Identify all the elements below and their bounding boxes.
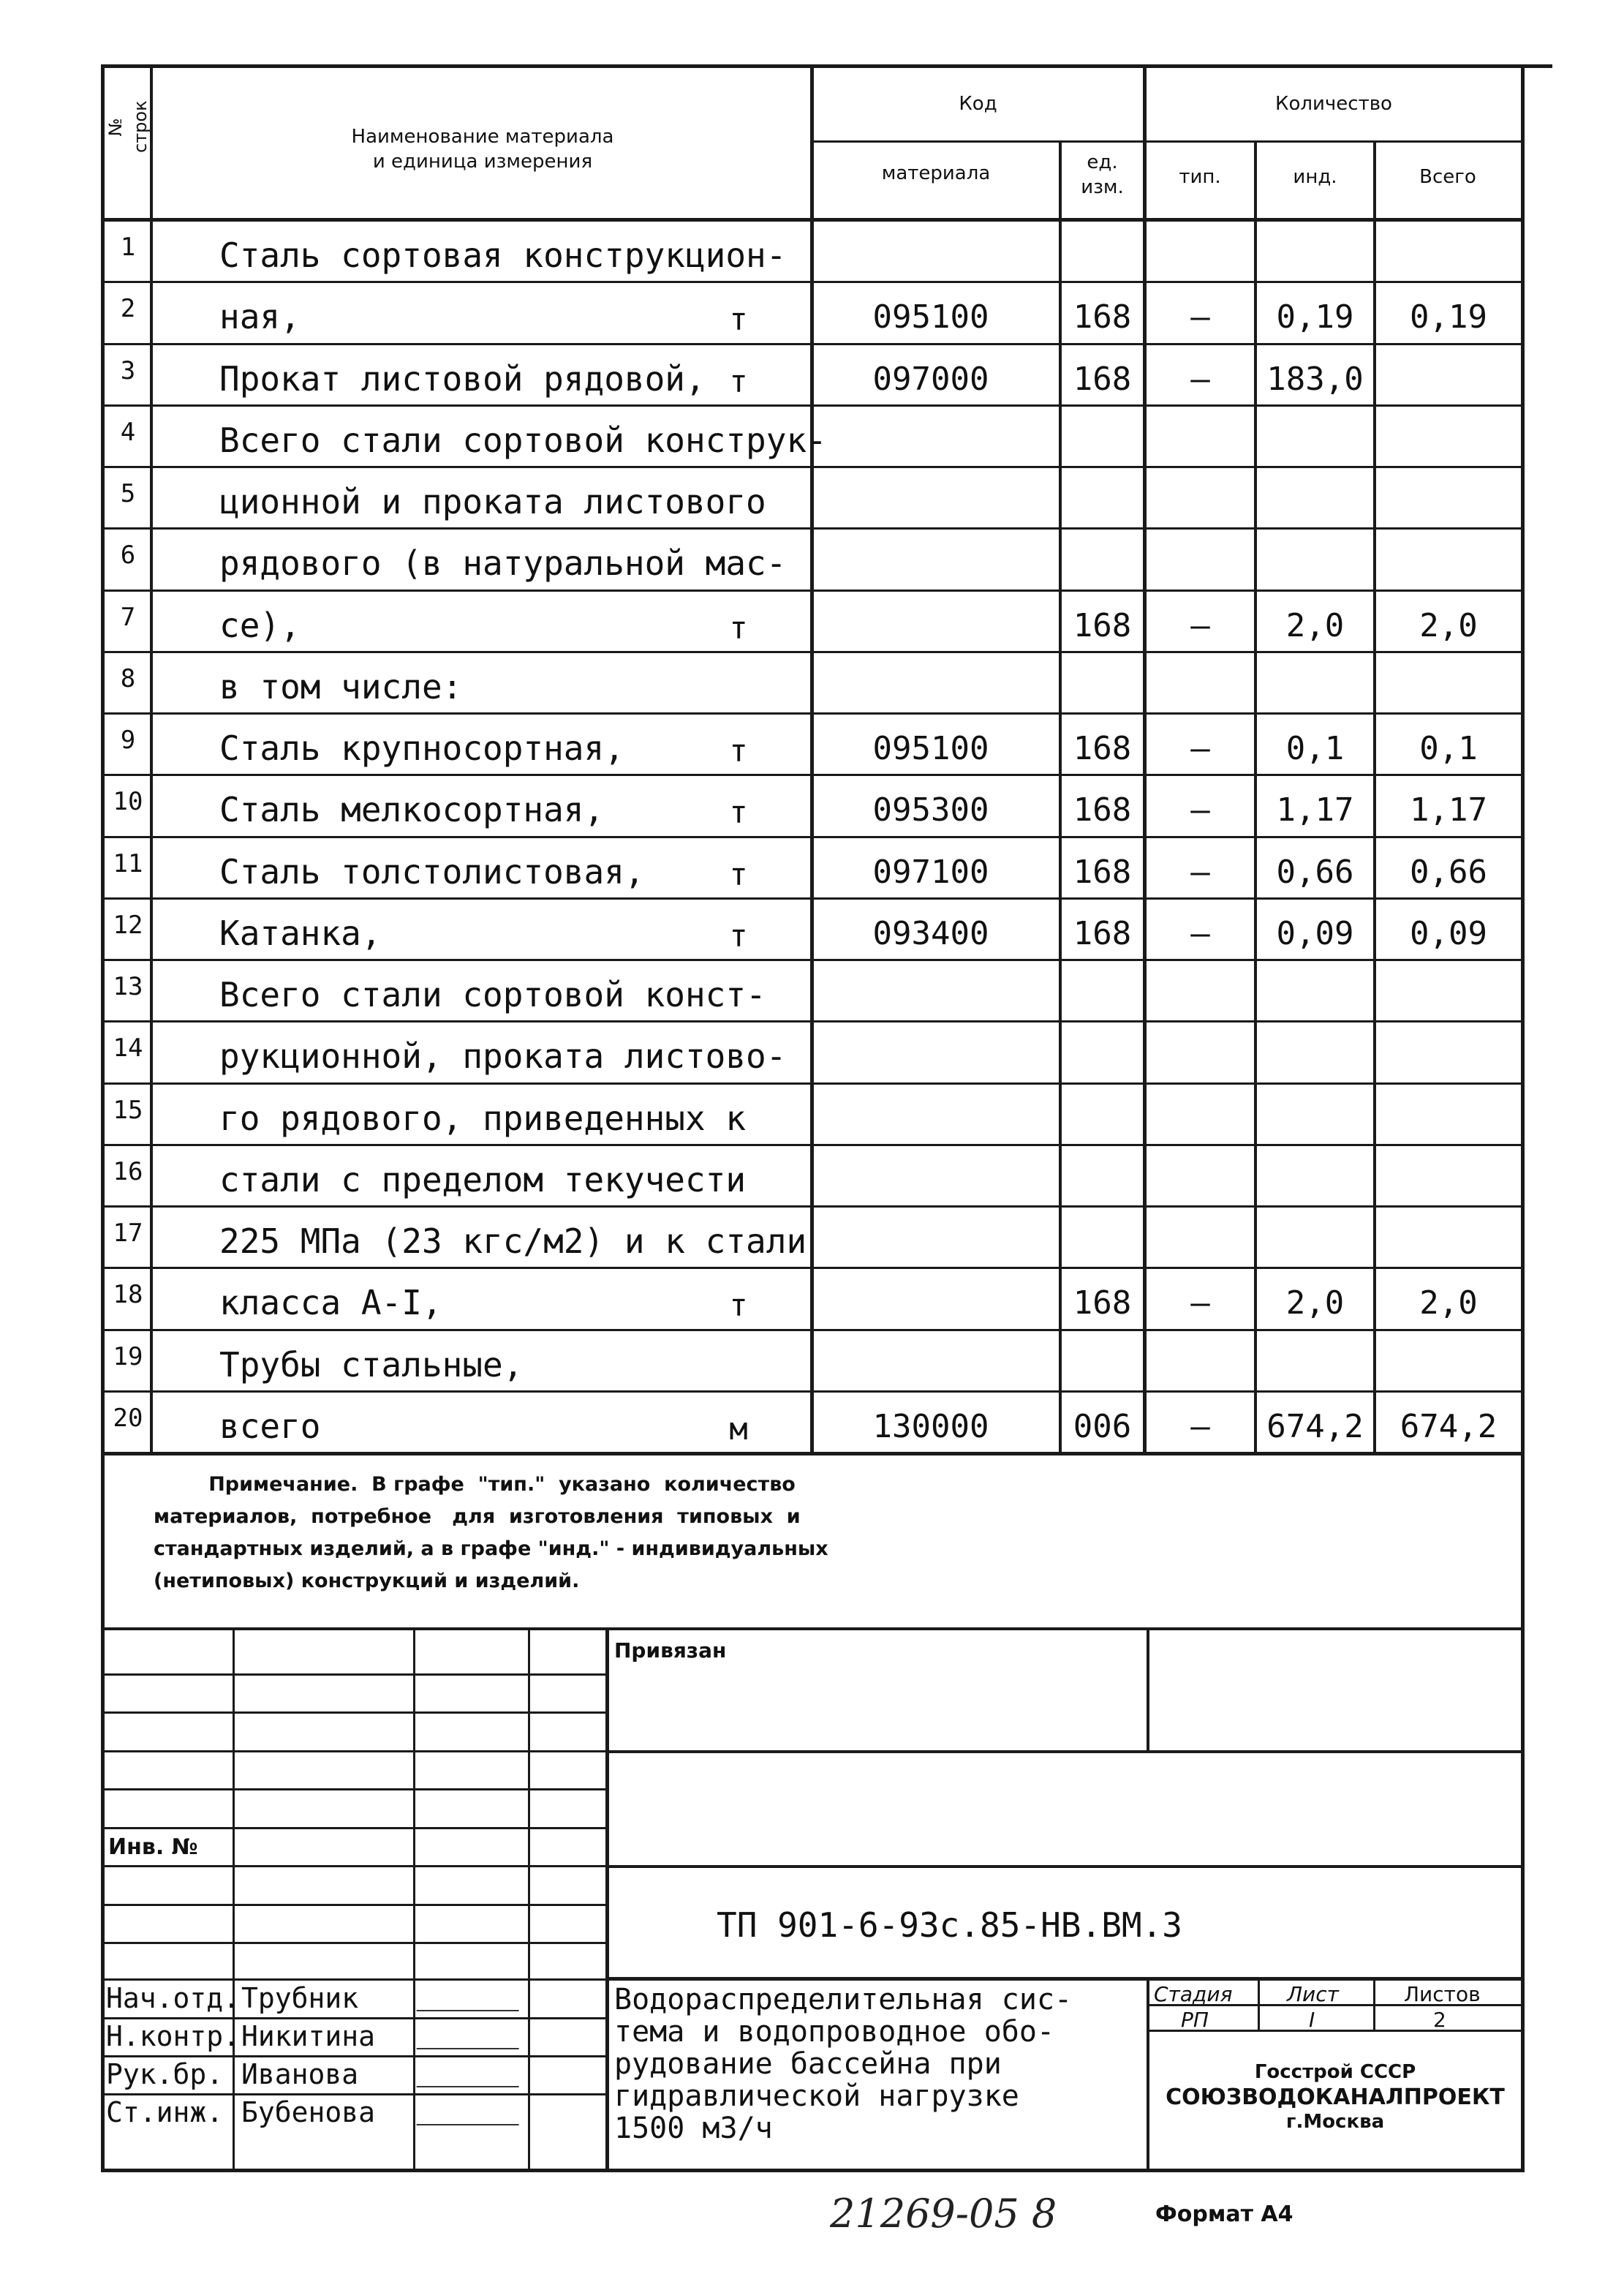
unit: т bbox=[729, 733, 748, 769]
material-name: Сталь мелкосортная, bbox=[219, 790, 605, 830]
qty-typ: – bbox=[1190, 1284, 1210, 1322]
signature-scribble bbox=[416, 2095, 526, 2125]
unit-code: 168 bbox=[1073, 298, 1132, 336]
sheets-value: 2 bbox=[1433, 2008, 1446, 2032]
material-code: 093400 bbox=[872, 914, 989, 952]
material-name: всего bbox=[219, 1406, 321, 1446]
unit-code: 168 bbox=[1073, 914, 1132, 952]
unit: т bbox=[729, 363, 748, 399]
material-name: в том числе: bbox=[219, 666, 463, 707]
qty-typ: – bbox=[1190, 1407, 1210, 1445]
row-separator bbox=[102, 836, 1525, 838]
row-separator bbox=[102, 1144, 1525, 1146]
qty-total: 1,17 bbox=[1410, 791, 1487, 829]
header-name: Наименование материала и единица измерения bbox=[351, 126, 614, 173]
row-number: 9 bbox=[120, 726, 136, 755]
privyazan-label: Привязан bbox=[614, 1638, 727, 1662]
row-separator bbox=[102, 590, 1525, 592]
material-code: 095100 bbox=[872, 730, 989, 767]
row-number: 4 bbox=[120, 417, 136, 447]
qty-total: 0,09 bbox=[1410, 914, 1487, 952]
note-line: Примечание. В графе "тип." указано количество bbox=[154, 1473, 796, 1496]
person-name: Иванова bbox=[241, 2058, 359, 2090]
inv-no-label: Инв. № bbox=[108, 1834, 198, 1860]
row-separator bbox=[102, 1267, 1525, 1269]
qty-ind: 183,0 bbox=[1266, 360, 1364, 398]
material-name: Сталь сортовая конструкцион- bbox=[219, 236, 787, 275]
qty-total: 674,2 bbox=[1400, 1407, 1498, 1445]
row-number: 12 bbox=[113, 910, 143, 940]
qty-ind: 1,17 bbox=[1276, 791, 1354, 829]
material-name: 225 МПа (23 кгс/м2) и к стали bbox=[219, 1221, 807, 1261]
signature-scribble bbox=[416, 2057, 526, 2087]
unit: т bbox=[729, 794, 748, 831]
row-number: 19 bbox=[113, 1341, 143, 1371]
sheets-label: Листов bbox=[1404, 1982, 1481, 2006]
qty-typ: – bbox=[1190, 360, 1210, 398]
row-number: 1 bbox=[120, 233, 136, 262]
person-name: Никитина bbox=[241, 2020, 376, 2052]
role: Н.контр. bbox=[106, 2020, 241, 2052]
format-label: Формат А4 bbox=[1155, 2202, 1293, 2227]
row-number: 7 bbox=[120, 602, 136, 632]
document-title: Водораспределительная сис- тема и водопроводное обо- рудование бассейна при гидравлической нагрузке 1500 м3/ч bbox=[614, 1983, 1073, 2145]
material-name: Всего стали сортовой конструк- bbox=[219, 420, 827, 460]
qty-total: 2,0 bbox=[1419, 606, 1478, 644]
row-number: 10 bbox=[113, 787, 143, 817]
material-name: класса А-I, bbox=[219, 1283, 442, 1323]
row-number: 11 bbox=[113, 848, 143, 878]
qty-total: 2,0 bbox=[1419, 1284, 1478, 1322]
stage-label: Стадия bbox=[1154, 1982, 1233, 2006]
material-code: 130000 bbox=[872, 1407, 989, 1445]
unit: т bbox=[729, 917, 748, 954]
unit-code: 168 bbox=[1073, 853, 1132, 891]
org-line-3: г.Москва bbox=[1285, 2111, 1385, 2133]
unit-code: 168 bbox=[1073, 360, 1132, 398]
qty-ind: 0,66 bbox=[1276, 853, 1354, 891]
row-number: 15 bbox=[113, 1095, 143, 1125]
qty-typ: – bbox=[1190, 298, 1210, 336]
header-unit-code: ед. изм. bbox=[1081, 151, 1124, 198]
person-name: Трубник bbox=[241, 1982, 359, 2014]
unit: т bbox=[729, 301, 748, 338]
document-code: ТП 901-6-93с.85-НВ.ВМ.3 bbox=[717, 1905, 1182, 1945]
qty-typ: – bbox=[1190, 606, 1210, 644]
row-number: 14 bbox=[113, 1033, 143, 1063]
row-separator bbox=[102, 281, 1525, 283]
material-name: Трубы стальные, bbox=[219, 1344, 524, 1385]
row-number: 2 bbox=[120, 294, 136, 324]
row-number: 6 bbox=[120, 541, 136, 570]
qty-typ: – bbox=[1190, 914, 1210, 952]
qty-typ: – bbox=[1190, 730, 1210, 767]
material-name: рукционной, проката листово- bbox=[219, 1036, 787, 1077]
unit: м bbox=[729, 1410, 748, 1447]
sheet-value: I bbox=[1309, 2008, 1315, 2032]
material-code: 095100 bbox=[872, 298, 989, 336]
row-number: 5 bbox=[120, 479, 136, 508]
sheet-label: Лист bbox=[1287, 1982, 1339, 2006]
material-name: Сталь крупносортная, bbox=[219, 728, 624, 768]
stage-value: РП bbox=[1181, 2008, 1209, 2032]
material-name: Прокат листовой рядовой, bbox=[219, 358, 706, 399]
role: Нач.отд. bbox=[106, 1982, 241, 2014]
material-code: 095300 bbox=[872, 791, 989, 829]
header-row-no: № строк bbox=[105, 100, 151, 153]
unit-code: 006 bbox=[1073, 1407, 1132, 1445]
unit-code: 168 bbox=[1073, 606, 1132, 644]
header-quantity: Количество bbox=[1275, 93, 1392, 115]
qty-total: 0,19 bbox=[1410, 298, 1487, 336]
row-separator bbox=[102, 651, 1525, 653]
row-separator bbox=[102, 466, 1525, 468]
row-separator bbox=[102, 959, 1525, 961]
row-number: 17 bbox=[113, 1219, 143, 1248]
row-number: 18 bbox=[113, 1280, 143, 1310]
material-name: ная, bbox=[219, 297, 301, 337]
qty-ind: 0,1 bbox=[1285, 730, 1345, 767]
material-name: Всего стали сортовой конст- bbox=[219, 975, 766, 1014]
row-number: 16 bbox=[113, 1156, 143, 1186]
row-number: 13 bbox=[113, 972, 143, 1001]
row-separator bbox=[102, 343, 1525, 345]
header-material: материала bbox=[881, 162, 991, 184]
org-line-2: СОЮЗВОДОКАНАЛПРОЕКТ bbox=[1166, 2084, 1505, 2110]
qty-typ: – bbox=[1190, 791, 1210, 829]
qty-ind: 2,0 bbox=[1285, 606, 1345, 644]
role: Ст.инж. bbox=[106, 2096, 224, 2128]
qty-ind: 0,19 bbox=[1276, 298, 1354, 336]
unit-code: 168 bbox=[1073, 730, 1132, 767]
unit-code: 168 bbox=[1073, 791, 1132, 829]
qty-typ: – bbox=[1190, 853, 1210, 891]
material-name: Сталь толстолистовая, bbox=[219, 851, 645, 892]
material-name: се), bbox=[219, 605, 301, 645]
org-line-1: Госстрой СССР bbox=[1254, 2061, 1416, 2083]
material-name: стали с пределом текучести bbox=[219, 1159, 747, 1199]
note-line: стандартных изделий, а в графе "инд." - индивидуальных bbox=[154, 1537, 828, 1560]
header-typ: тип. bbox=[1179, 166, 1221, 188]
row-separator bbox=[102, 404, 1525, 407]
role: Рук.бр. bbox=[106, 2058, 224, 2090]
person-name: Бубенова bbox=[241, 2096, 376, 2128]
material-name: ционной и проката листового bbox=[219, 482, 766, 521]
unit: т bbox=[729, 609, 748, 646]
material-name: рядового (в натуральной мас- bbox=[219, 543, 787, 584]
row-separator bbox=[102, 897, 1525, 900]
row-separator bbox=[102, 774, 1525, 776]
row-separator bbox=[102, 712, 1525, 715]
row-separator bbox=[102, 527, 1525, 530]
header-code: Код bbox=[959, 93, 997, 115]
header-ind: инд. bbox=[1293, 166, 1337, 188]
material-code: 097100 bbox=[872, 853, 989, 891]
header-total: Всего bbox=[1419, 166, 1476, 188]
material-name: го рядового, приведенных к bbox=[219, 1098, 747, 1138]
unit: т bbox=[729, 856, 748, 892]
row-number: 3 bbox=[120, 355, 136, 385]
qty-total: 0,66 bbox=[1410, 853, 1487, 891]
material-code: 097000 bbox=[872, 360, 989, 398]
note-line: материалов, потребное для изготовления типовых и bbox=[154, 1505, 801, 1528]
row-separator bbox=[102, 1329, 1525, 1331]
row-separator bbox=[102, 1205, 1525, 1208]
unit-code: 168 bbox=[1073, 1284, 1132, 1322]
handwritten-archive-number: 21269-05 8 bbox=[830, 2191, 1057, 2237]
material-name: Катанка, bbox=[219, 913, 382, 953]
note-line: (нетиповых) конструкций и изделий. bbox=[154, 1570, 580, 1592]
qty-ind: 2,0 bbox=[1285, 1284, 1345, 1322]
row-separator bbox=[102, 1082, 1525, 1085]
row-number: 8 bbox=[120, 663, 136, 693]
unit: т bbox=[729, 1287, 748, 1324]
signature-scribble bbox=[416, 1981, 526, 2011]
row-separator bbox=[102, 1390, 1525, 1393]
row-number: 20 bbox=[113, 1403, 143, 1433]
signature-scribble bbox=[416, 2019, 526, 2049]
qty-ind: 0,09 bbox=[1276, 914, 1354, 952]
qty-total: 0,1 bbox=[1419, 730, 1478, 767]
row-separator bbox=[102, 1020, 1525, 1022]
qty-ind: 674,2 bbox=[1266, 1407, 1364, 1445]
